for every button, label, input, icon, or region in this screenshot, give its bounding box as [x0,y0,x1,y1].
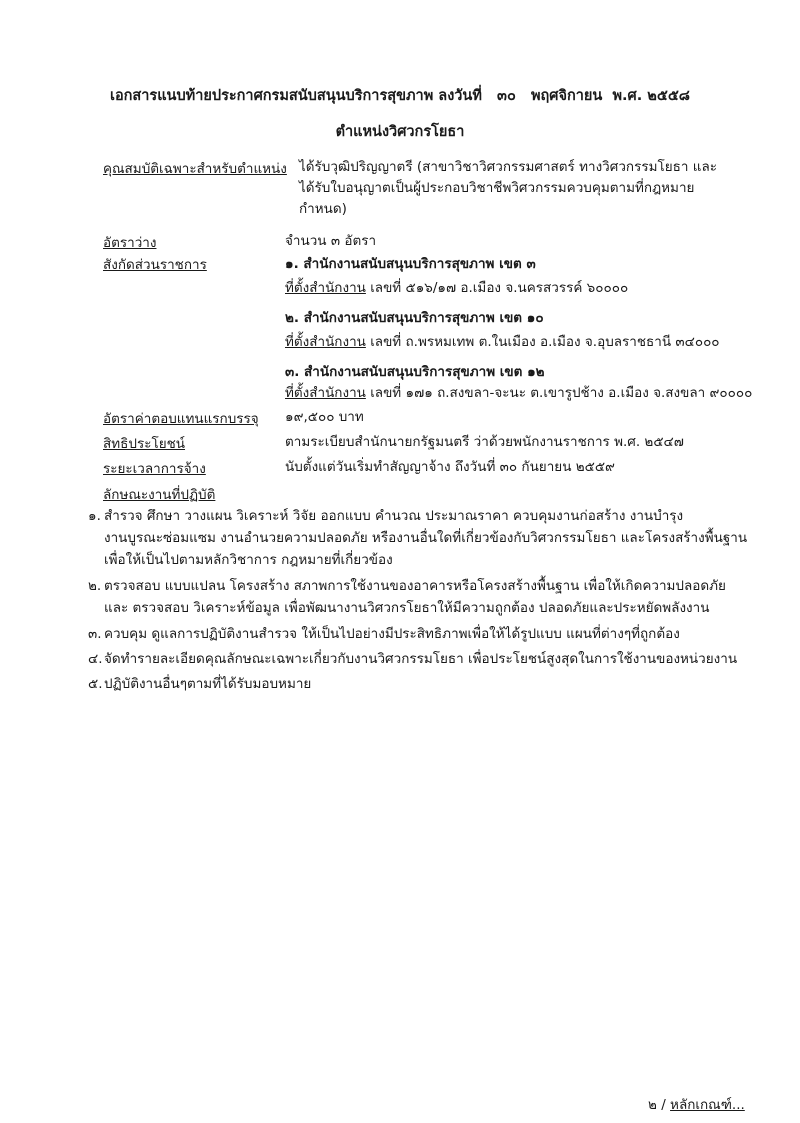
duty-line: จัดทำรายละเอียดคุณลักษณะเฉพาะเกี่ยวกับงานวิศวกรรมโยธา เพื่อประโยชน์สูงสุดในการใช้งานของหน่วยงาน [104,651,738,667]
duty-number: ๓. [88,626,102,642]
duty-line: ปฏิบัติงานอื่นๆตามที่ได้รับมอบหมาย [104,676,312,692]
employment-period-value: นับตั้งแต่วันเริ่มทำสัญญาจ้าง ถึงวันที่ ๓๐ กันยายน ๒๕๕๙ [285,459,615,475]
header-year: ๒๕๕๘ [647,88,690,104]
duty-item [88,623,778,645]
office-address [285,382,771,404]
office-name: ๑. สำนักงานสนับสนุนบริการสุขภาพ เขต ๓ [285,256,536,272]
office-address [285,331,771,353]
office-location-label: ที่ตั้งสำนักงาน [285,385,366,401]
page-footer [648,1093,745,1115]
duties-label: ลักษณะงานที่ปฏิบัติ [103,487,216,503]
duty-line: เพื่อให้เป็นไปตามหลักวิชาการ กฎหมายที่เกี่ยวข้อง [104,552,393,568]
qualification-line: กำหนด) [299,201,347,217]
qualification-line: ได้รับวุฒิปริญญาตรี (สาขาวิชาวิศวกรรมศาสตร์ ทางวิศวกรรมโยธา และ [299,159,717,175]
office-address-text: เลขที่ ถ.พรหมเทพ ต.ในเมือง อ.เมือง จ.อุบลราชธานี ๓๔๐๐๐ [370,334,720,350]
duty-line: ควบคุม ดูแลการปฏิบัติงานสำรวจ ให้เป็นไปอย่างมีประสิทธิภาพเพื่อให้ได้รูปแบบ แผนที่ต่างๆที่ถูกต้อง [104,626,680,642]
vacancy-label: อัตราว่าง [103,235,157,251]
qualification-label: คุณสมบัติเฉพาะสำหรับตำแหน่ง [103,161,287,177]
qualification-line: ได้รับใบอนุญาตเป็นผู้ประกอบวิชาชีพวิศวกรรมควบคุมตามที่กฎหมาย [299,180,695,196]
position-title: ตำแหน่งวิศวกรโยธา [335,124,465,140]
duty-line: งานบูรณะซ่อมแซม งานอำนวยความปลอดภัย หรืองานอื่นใดที่เกี่ยวข้องกับวิศวกรรมโยธา และโครงสร้างพื้นฐาน [104,530,748,546]
office-address-text: เลขที่ ๑๗๑ ถ.สงขลา-จะนะ ต.เขารูปช้าง อ.เมือง จ.สงขลา ๙๐๐๐๐ [370,385,753,401]
footer-next-heading: หลักเกณฑ์... [670,1097,745,1113]
office-location-label: ที่ตั้งสำนักงาน [285,280,366,296]
header-month: พฤศจิกายน [530,88,603,104]
duty-item [88,648,778,670]
office-address [285,277,771,299]
duty-line: สำรวจ ศึกษา วางแผน วิเคราะห์ วิจัย ออกแบบ คำนวณ ประมาณราคา ควบคุมงานก่อสร้าง งานบำรุง [104,508,684,524]
duty-line: ตรวจสอบ แบบแปลน โครงสร้าง สภาพการใช้งานของอาคารหรือโครงสร้างพื้นฐาน เพื่อให้เกิดความปลอดภัย [104,578,726,594]
benefits-label: สิทธิประโยชน์ [103,436,186,452]
header-year-label: พ.ศ. [612,88,643,104]
office-location-label: ที่ตั้งสำนักงาน [285,334,366,350]
duty-number: ๔. [88,651,103,667]
duty-number: ๕. [88,676,103,692]
header-title-prefix: เอกสารแนบท้ายประกาศกรมสนับสนุนบริการสุขภาพ ลงวันที่ [109,88,482,104]
qualification-value [299,157,769,220]
vacancy-value: จำนวน ๓ อัตรา [285,233,377,249]
office-list [285,253,771,404]
duty-item [88,575,778,619]
salary-label: อัตราค่าตอบแทนแรกบรรจุ [103,411,259,427]
employment-period-label: ระยะเวลาการจ้าง [103,461,206,477]
benefits-value: ตามระเบียบสำนักนายกรัฐมนตรี ว่าด้วยพนักงานราชการ พ.ศ. ๒๕๔๗ [285,434,684,450]
duty-item [88,673,778,695]
office-name: ๓. สำนักงานสนับสนุนบริการสุขภาพ เขต ๑๒ [285,364,545,380]
duty-number: ๑. [88,508,101,524]
duty-item [88,505,778,571]
duty-line: และ ตรวจสอบ วิเคราะห์ข้อมูล เพื่อพัฒนางานวิศวกรโยธาให้มีความถูกต้อง ปลอดภัยและประหยัดพลังงาน [104,600,710,616]
footer-page-number: ๒ / [648,1097,666,1113]
duty-number: ๒. [88,578,102,594]
affiliation-label: สังกัดส่วนราชการ [103,257,207,273]
document-header [0,84,800,107]
office-address-text: เลขที่ ๕๑๖/๑๗ อ.เมือง จ.นครสวรรค์ ๖๐๐๐๐ [370,280,629,296]
header-day: ๓๐ [497,88,516,104]
office-name: ๒. สำนักงานสนับสนุนบริการสุขภาพ เขต ๑๐ [285,310,544,326]
salary-value: ๑๙,๕๐๐ บาท [285,409,364,425]
